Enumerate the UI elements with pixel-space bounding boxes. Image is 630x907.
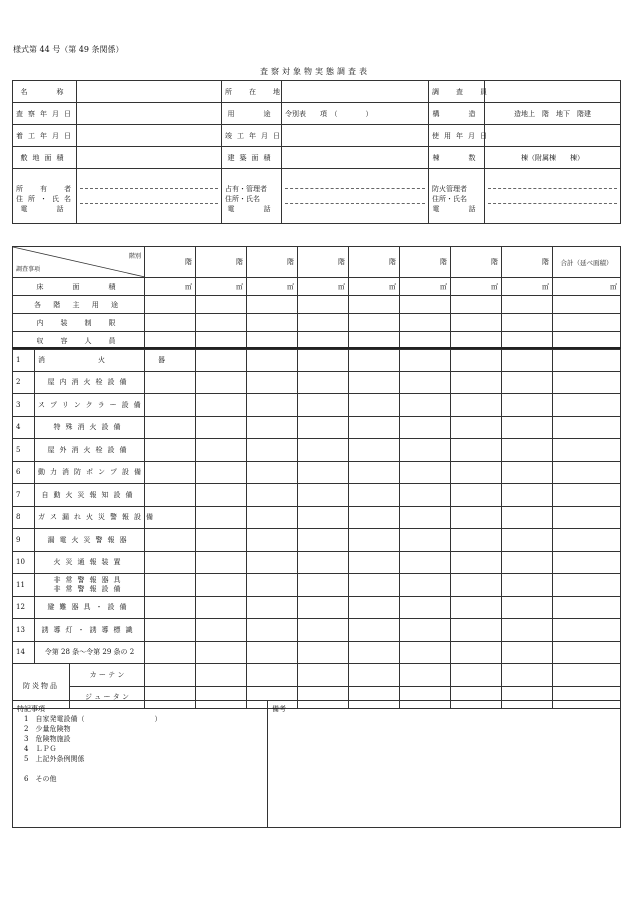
- item-cell[interactable]: [349, 506, 400, 529]
- floor-grid-table: [12, 246, 621, 350]
- grid-corner-cell: [13, 247, 145, 278]
- item-cell[interactable]: [400, 484, 451, 507]
- item-cell[interactable]: [196, 484, 247, 507]
- item-cell[interactable]: [298, 529, 349, 552]
- remarks-title: 備考: [272, 705, 286, 713]
- item-cell[interactable]: [400, 439, 451, 462]
- item-cell[interactable]: [247, 439, 298, 462]
- item-number: 2: [13, 371, 35, 394]
- special-notes-cell[interactable]: [13, 701, 268, 828]
- location-field[interactable]: [282, 81, 429, 103]
- equipment-table: [12, 347, 621, 709]
- main-use-row: [13, 296, 621, 314]
- item-label: 特殊消火設備: [35, 416, 145, 439]
- item-cell[interactable]: [553, 348, 621, 371]
- unit-cell[interactable]: ㎡: [502, 278, 553, 296]
- item-cell[interactable]: [349, 461, 400, 484]
- appendix-field[interactable]: 令別表 項 （ ）: [282, 103, 429, 125]
- item-cell[interactable]: [247, 394, 298, 417]
- use-start-date-field[interactable]: [485, 125, 621, 147]
- item-cell[interactable]: [502, 574, 553, 597]
- item-cell[interactable]: [502, 484, 553, 507]
- item-cell[interactable]: [400, 461, 451, 484]
- equipment-row: [13, 529, 621, 552]
- item-cell[interactable]: [145, 641, 196, 664]
- item-cell[interactable]: [451, 484, 502, 507]
- floor-header[interactable]: 階: [298, 247, 349, 278]
- item-number: 9: [13, 529, 35, 552]
- special-note-item: 2 少量危険物: [17, 725, 71, 733]
- item-cell[interactable]: [502, 596, 553, 619]
- item-cell[interactable]: [298, 348, 349, 371]
- item-cell[interactable]: [196, 348, 247, 371]
- equipment-row: [13, 596, 621, 619]
- use-start-date-label: 使用年月日: [429, 125, 485, 147]
- item-cell[interactable]: [502, 619, 553, 642]
- equipment-row: [13, 461, 621, 484]
- floors-field[interactable]: 造地上 階 地下 階建: [485, 103, 621, 125]
- floor-header[interactable]: 階: [349, 247, 400, 278]
- item-cell[interactable]: [196, 529, 247, 552]
- item-cell[interactable]: [451, 461, 502, 484]
- corner-bottom-label: 調査事項: [16, 266, 41, 273]
- item-cell[interactable]: [502, 416, 553, 439]
- floor-header[interactable]: 階: [451, 247, 502, 278]
- name-field[interactable]: [77, 81, 222, 103]
- row-label: 収 容 人 員: [13, 332, 145, 350]
- item-number: 8: [13, 506, 35, 529]
- item-cell[interactable]: [400, 371, 451, 394]
- inspection-date-label: 査察年月日: [13, 103, 77, 125]
- item-cell[interactable]: [451, 529, 502, 552]
- special-notes-list: [17, 714, 263, 784]
- item-label: 動力消防ポンプ設備: [35, 461, 145, 484]
- item-cell[interactable]: [196, 394, 247, 417]
- building-count-field[interactable]: 棟（附属棟 棟）: [485, 147, 621, 169]
- item-cell[interactable]: [553, 596, 621, 619]
- item-cell[interactable]: [502, 394, 553, 417]
- special-note-item: 6 その他: [17, 775, 57, 783]
- special-note-item: 5 上記外条例関係: [17, 755, 85, 763]
- item-cell[interactable]: [196, 461, 247, 484]
- equipment-row: [13, 394, 621, 417]
- fire-manager-field[interactable]: [485, 169, 621, 224]
- item-label: 避難器具・設備: [35, 596, 145, 619]
- item-cell[interactable]: [247, 461, 298, 484]
- item-label: スプリンクラー設備: [35, 394, 145, 417]
- item-cell[interactable]: [247, 596, 298, 619]
- start-date-field[interactable]: [77, 125, 222, 147]
- item-number: 4: [13, 416, 35, 439]
- equipment-row: [13, 506, 621, 529]
- item-cell[interactable]: [553, 574, 621, 597]
- item-cell[interactable]: [349, 416, 400, 439]
- item-label: 屋内消火栓設備: [35, 371, 145, 394]
- item-cell[interactable]: [298, 596, 349, 619]
- item-label: ガス漏れ火災警報設備: [35, 506, 145, 529]
- notes-table: [12, 700, 621, 828]
- special-note-item: 4 ＬＰＧ: [17, 745, 57, 753]
- item-cell[interactable]: [196, 439, 247, 462]
- item-cell[interactable]: [451, 551, 502, 574]
- curtain-label: カ ー テ ン: [70, 664, 144, 687]
- item-label: 自動火災報知設備: [35, 484, 145, 507]
- item-cell[interactable]: [451, 439, 502, 462]
- item-cell[interactable]: [502, 371, 553, 394]
- item-cell[interactable]: [196, 641, 247, 664]
- item-cell[interactable]: [400, 416, 451, 439]
- equipment-row: [13, 574, 621, 597]
- item-cell[interactable]: [400, 394, 451, 417]
- item-number: 7: [13, 484, 35, 507]
- unit-cell[interactable]: ㎡: [451, 278, 502, 296]
- item-number: 14: [13, 641, 35, 664]
- item-cell[interactable]: [451, 574, 502, 597]
- item-cell[interactable]: [400, 348, 451, 371]
- item-cell[interactable]: [451, 619, 502, 642]
- item-cell[interactable]: [196, 416, 247, 439]
- item-cell[interactable]: [196, 596, 247, 619]
- item-number: 3: [13, 394, 35, 417]
- item-cell[interactable]: [145, 416, 196, 439]
- special-note-item: 3 危険物施設: [17, 735, 71, 743]
- item-cell[interactable]: [349, 574, 400, 597]
- item-label: 消 火 器: [35, 348, 145, 371]
- item-cell[interactable]: [400, 596, 451, 619]
- item-cell[interactable]: [502, 551, 553, 574]
- building-area-field[interactable]: [282, 147, 429, 169]
- flameproof-label: 防炎物品: [13, 664, 70, 708]
- item-cell[interactable]: [400, 574, 451, 597]
- item-cell[interactable]: [451, 506, 502, 529]
- item-cell[interactable]: [145, 394, 196, 417]
- item-cell[interactable]: [400, 619, 451, 642]
- site-area-field[interactable]: [77, 147, 222, 169]
- item-cell[interactable]: [400, 529, 451, 552]
- item-cell[interactable]: [298, 551, 349, 574]
- item-cell[interactable]: [502, 461, 553, 484]
- floor-area-row: [13, 278, 621, 296]
- item-label: 漏電火災警報器: [35, 529, 145, 552]
- item-cell[interactable]: [349, 596, 400, 619]
- occupant-label: 占有・管理者 住所・氏名 電 話: [222, 169, 282, 224]
- item-cell[interactable]: [298, 394, 349, 417]
- item-cell[interactable]: [298, 439, 349, 462]
- item-cell[interactable]: [349, 551, 400, 574]
- item-cell[interactable]: [502, 506, 553, 529]
- item-cell[interactable]: [247, 371, 298, 394]
- item-cell[interactable]: [247, 484, 298, 507]
- interior-restriction-row: [13, 314, 621, 332]
- floor-header[interactable]: 階: [196, 247, 247, 278]
- equipment-row: [13, 641, 621, 664]
- item-number: 1: [13, 348, 35, 371]
- site-area-label: 敷地面積: [13, 147, 77, 169]
- building-count-label: 棟 数: [429, 147, 485, 169]
- item-cell[interactable]: [247, 529, 298, 552]
- row-label: 各 階 主 用 途: [13, 296, 145, 314]
- item-cell[interactable]: [145, 461, 196, 484]
- item-cell[interactable]: [247, 574, 298, 597]
- item-cell[interactable]: [553, 484, 621, 507]
- unit-cell[interactable]: ㎡: [400, 278, 451, 296]
- item-cell[interactable]: [553, 529, 621, 552]
- unit-cell[interactable]: ㎡: [349, 278, 400, 296]
- equipment-row: [13, 416, 621, 439]
- item-number: 6: [13, 461, 35, 484]
- floor-header[interactable]: 階: [145, 247, 196, 278]
- form-title: 査察対象物実態調査表: [260, 67, 370, 76]
- item-cell[interactable]: [145, 596, 196, 619]
- building-area-label: 建築面積: [222, 147, 282, 169]
- item-cell[interactable]: [145, 619, 196, 642]
- unit-cell[interactable]: ㎡: [196, 278, 247, 296]
- item-cell[interactable]: [553, 641, 621, 664]
- start-date-label: 着工年月日: [13, 125, 77, 147]
- structure-label: 構 造: [429, 103, 485, 125]
- equipment-row: [13, 484, 621, 507]
- total-header: 合計（延べ面積）: [553, 247, 621, 278]
- item-cell[interactable]: [451, 371, 502, 394]
- item-cell[interactable]: [553, 551, 621, 574]
- item-cell[interactable]: [196, 506, 247, 529]
- item-cell[interactable]: [298, 619, 349, 642]
- item-cell[interactable]: [247, 551, 298, 574]
- occupant-field[interactable]: [282, 169, 429, 224]
- item-cell[interactable]: [145, 371, 196, 394]
- item-label: 令第 28 条～令第 29 条の 2: [35, 641, 145, 664]
- item-cell[interactable]: [349, 371, 400, 394]
- form-number: 様式第 44 号（第 49 条関係）: [13, 45, 124, 54]
- item-cell[interactable]: [349, 619, 400, 642]
- item-cell[interactable]: [196, 619, 247, 642]
- item-cell[interactable]: [145, 551, 196, 574]
- equipment-row: [13, 348, 621, 371]
- item-cell[interactable]: [349, 484, 400, 507]
- item-cell[interactable]: [553, 461, 621, 484]
- item-cell[interactable]: [298, 461, 349, 484]
- inspector-field[interactable]: [485, 81, 621, 103]
- item-cell[interactable]: [298, 416, 349, 439]
- item-cell[interactable]: [553, 506, 621, 529]
- item-cell[interactable]: [553, 439, 621, 462]
- item-cell[interactable]: [349, 439, 400, 462]
- floor-header[interactable]: 階: [400, 247, 451, 278]
- item-label: 屋外消火栓設備: [35, 439, 145, 462]
- item-cell[interactable]: [400, 641, 451, 664]
- special-notes-title: 特記事項: [17, 705, 45, 713]
- row-label: 内 装 制 限: [13, 314, 145, 332]
- item-number: 5: [13, 439, 35, 462]
- equipment-row: [13, 439, 621, 462]
- unit-cell[interactable]: ㎡: [247, 278, 298, 296]
- remarks-cell[interactable]: [268, 701, 621, 828]
- item-cell[interactable]: [400, 551, 451, 574]
- inspector-label: 調 査 員: [429, 81, 485, 103]
- equipment-row: [13, 619, 621, 642]
- item-cell[interactable]: [553, 619, 621, 642]
- item-cell[interactable]: [451, 394, 502, 417]
- item-cell[interactable]: [502, 529, 553, 552]
- floor-header[interactable]: 階: [502, 247, 553, 278]
- item-cell[interactable]: [298, 371, 349, 394]
- item-cell[interactable]: [196, 574, 247, 597]
- owner-label: 所 有 者 住所・氏名 電 話: [13, 169, 77, 224]
- carpet-label: ジ ュ ー タ ン: [85, 693, 129, 702]
- item-number: 10: [13, 551, 35, 574]
- item-cell[interactable]: [298, 574, 349, 597]
- corner-top-label: 階別: [128, 253, 141, 260]
- item-cell[interactable]: [247, 506, 298, 529]
- row-label: 床 面 積: [13, 278, 145, 296]
- owner-field[interactable]: [77, 169, 222, 224]
- special-note-item: 1 自家発電設備（ ）: [17, 715, 162, 723]
- item-cell[interactable]: [145, 484, 196, 507]
- item-cell[interactable]: [247, 619, 298, 642]
- item-cell[interactable]: [247, 348, 298, 371]
- completion-date-field[interactable]: [282, 125, 429, 147]
- item-cell[interactable]: [553, 416, 621, 439]
- unit-cell[interactable]: ㎡: [298, 278, 349, 296]
- item-cell[interactable]: [451, 641, 502, 664]
- item-cell[interactable]: [400, 506, 451, 529]
- item-cell[interactable]: [145, 529, 196, 552]
- item-number: 11: [13, 574, 35, 597]
- item-cell[interactable]: [349, 394, 400, 417]
- item-cell[interactable]: [349, 348, 400, 371]
- name-label: 名 称: [13, 81, 77, 103]
- item-cell[interactable]: [451, 596, 502, 619]
- item-label: 誘導灯・誘導標識: [35, 619, 145, 642]
- special-note-item: [17, 764, 263, 774]
- item-cell[interactable]: [349, 529, 400, 552]
- completion-date-label: 竣工年月日: [222, 125, 282, 147]
- inspection-date-field[interactable]: [77, 103, 222, 125]
- item-cell[interactable]: [196, 371, 247, 394]
- item-cell[interactable]: [247, 416, 298, 439]
- item-cell[interactable]: [451, 416, 502, 439]
- unit-cell[interactable]: ㎡: [145, 278, 196, 296]
- equipment-row: [13, 551, 621, 574]
- unit-cell[interactable]: ㎡: [553, 278, 621, 296]
- use-label: 用 途: [222, 103, 282, 125]
- item-cell[interactable]: [451, 348, 502, 371]
- item-cell[interactable]: [298, 506, 349, 529]
- item-cell[interactable]: [502, 439, 553, 462]
- item-cell[interactable]: [502, 641, 553, 664]
- item-cell[interactable]: [298, 641, 349, 664]
- fire-manager-label: 防火管理者 住所・氏名 電 話: [429, 169, 485, 224]
- item-cell[interactable]: [145, 574, 196, 597]
- item-cell[interactable]: [349, 641, 400, 664]
- item-label: 火災通報装置: [35, 551, 145, 574]
- equipment-row: [13, 371, 621, 394]
- item-cell[interactable]: [553, 371, 621, 394]
- basic-info-table: [12, 80, 621, 224]
- item-cell[interactable]: [502, 348, 553, 371]
- item-number: 13: [13, 619, 35, 642]
- item-number: 12: [13, 596, 35, 619]
- location-label: 所 在 地: [222, 81, 282, 103]
- item-cell[interactable]: [196, 551, 247, 574]
- item-cell[interactable]: [553, 394, 621, 417]
- item-cell[interactable]: [247, 641, 298, 664]
- item-cell[interactable]: [145, 439, 196, 462]
- item-label: 非常警報器具 非常警報設備: [35, 574, 145, 597]
- floor-header[interactable]: 階: [247, 247, 298, 278]
- item-cell[interactable]: [298, 484, 349, 507]
